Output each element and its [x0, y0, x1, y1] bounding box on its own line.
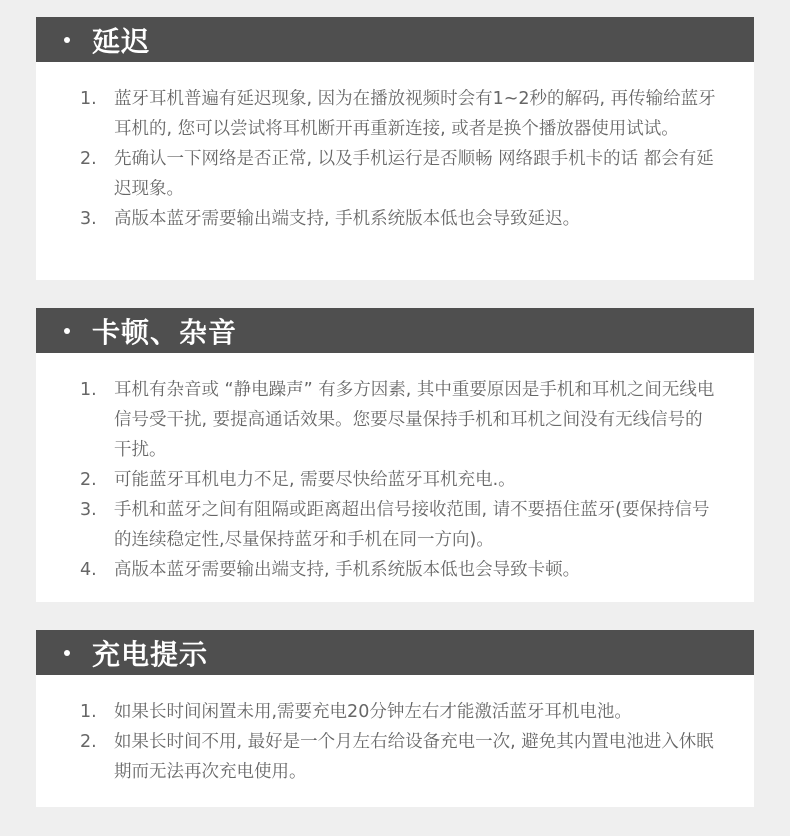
- item-number: 1.: [80, 89, 97, 109]
- list-item: [36, 375, 754, 465]
- item-text: 高版本蓝牙需要输出端支持, 手机系统版本低也会导致延迟。: [114, 209, 581, 229]
- tips-list: [36, 62, 754, 252]
- section-latency: [36, 17, 754, 280]
- list-item: [36, 697, 754, 727]
- item-text: 手机和蓝牙之间有阻隔或距离超出信号接收范围, 请不要捂住蓝牙(要保持信号的连续稳定性,尽量保持蓝牙和手机在同一方向)。: [114, 500, 710, 550]
- section-header: [36, 308, 754, 353]
- section-title: 延迟: [92, 24, 151, 58]
- list-item: [36, 495, 754, 555]
- item-text: 如果长时间不用, 最好是一个月左右给设备充电一次, 避免其内置电池进入休眠期而无法再次充电使用。: [114, 732, 714, 782]
- list-item: [36, 727, 754, 787]
- item-number: 2.: [80, 732, 97, 752]
- item-number: 1.: [80, 380, 97, 400]
- section-charging-tips: [36, 630, 754, 807]
- item-number: 2.: [80, 470, 97, 490]
- item-text: 蓝牙耳机普遍有延迟现象, 因为在播放视频时会有1~2秒的解码, 再传输给蓝牙耳机的, 您可以尝试将耳机断开再重新连接, 或者是换个播放器使用试试。: [114, 89, 716, 139]
- tips-list: [36, 353, 754, 603]
- item-number: 1.: [80, 702, 97, 722]
- item-number: 4.: [80, 560, 97, 580]
- item-number: 3.: [80, 500, 97, 520]
- list-item: [36, 84, 754, 144]
- item-text: 可能蓝牙耳机电力不足, 需要尽快给蓝牙耳机充电.。: [114, 470, 516, 490]
- section-stutter-noise: [36, 308, 754, 602]
- item-text: 先确认一下网络是否正常, 以及手机运行是否顺畅 网络跟手机卡的话 都会有延迟现象。: [114, 149, 714, 199]
- section-title: 充电提示: [92, 637, 209, 671]
- section-title: 卡顿、杂音: [92, 315, 238, 349]
- item-number: 3.: [80, 209, 97, 229]
- bullet-dot-icon: [64, 650, 70, 656]
- list-item: [36, 465, 754, 495]
- item-number: 2.: [80, 149, 97, 169]
- item-text: 高版本蓝牙需要输出端支持, 手机系统版本低也会导致卡顿。: [114, 560, 581, 580]
- item-text: 耳机有杂音或 “静电躁声” 有多方因素, 其中重要原因是手机和耳机之间无线电信号受干扰, 要提高通话效果。您要尽量保持手机和耳机之间没有无线信号的干扰。: [114, 380, 715, 460]
- list-item: [36, 555, 754, 585]
- list-item: [36, 144, 754, 204]
- tips-list: [36, 675, 754, 805]
- bullet-dot-icon: [64, 328, 70, 334]
- section-header: [36, 17, 754, 62]
- item-text: 如果长时间闲置未用,需要充电20分钟左右才能激活蓝牙耳机电池。: [114, 702, 632, 722]
- list-item: [36, 204, 754, 234]
- section-header: [36, 630, 754, 675]
- bullet-dot-icon: [64, 37, 70, 43]
